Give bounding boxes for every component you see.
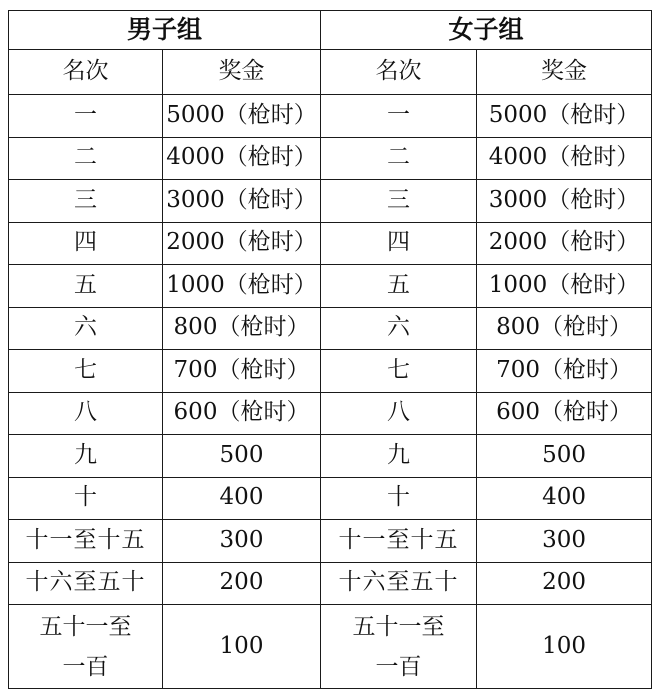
men-rank-cell: 八	[9, 392, 163, 435]
women-rank-header: 名次	[321, 50, 477, 95]
table-row	[9, 605, 652, 689]
column-header-row	[9, 50, 652, 95]
men-prize-cell: 500	[163, 435, 321, 478]
table-row	[9, 265, 652, 308]
women-prize-cell: 200	[477, 562, 652, 605]
men-prize-cell: 800（枪时）	[163, 307, 321, 350]
men-prize-cell: 1000（枪时）	[163, 265, 321, 308]
men-prize-header: 奖金	[163, 50, 321, 95]
men-group-header: 男子组	[9, 11, 321, 50]
men-rank-cell: 三	[9, 180, 163, 223]
women-prize-header: 奖金	[477, 50, 652, 95]
men-rank-cell: 七	[9, 350, 163, 393]
men-rank-cell: 十六至五十	[9, 562, 163, 605]
women-rank-cell: 十一至十五	[321, 520, 477, 563]
women-rank-cell: 十六至五十	[321, 562, 477, 605]
women-rank-cell: 十	[321, 477, 477, 520]
men-prize-cell: 4000（枪时）	[163, 137, 321, 180]
men-rank-cell: 二	[9, 137, 163, 180]
table-row	[9, 350, 652, 393]
men-rank-cell: 十	[9, 477, 163, 520]
women-prize-cell: 3000（枪时）	[477, 180, 652, 223]
table-row	[9, 435, 652, 478]
table-row	[9, 180, 652, 223]
women-prize-cell: 400	[477, 477, 652, 520]
group-header-row	[9, 11, 652, 50]
men-prize-cell: 600（枪时）	[163, 392, 321, 435]
women-rank-line2: 一百	[375, 653, 422, 680]
women-rank-cell: 五	[321, 265, 477, 308]
men-rank-cell: 六	[9, 307, 163, 350]
women-prize-cell: 700（枪时）	[477, 350, 652, 393]
women-prize-cell: 100	[477, 605, 652, 689]
men-rank-cell	[9, 605, 163, 689]
men-rank-cell: 一	[9, 95, 163, 138]
men-rank-cell: 四	[9, 222, 163, 265]
men-prize-cell: 2000（枪时）	[163, 222, 321, 265]
men-rank-cell: 五	[9, 265, 163, 308]
men-prize-cell: 100	[163, 605, 321, 689]
women-rank-cell: 六	[321, 307, 477, 350]
women-rank-cell: 二	[321, 137, 477, 180]
men-prize-cell: 5000（枪时）	[163, 95, 321, 138]
table-row	[9, 95, 652, 138]
women-group-header: 女子组	[321, 11, 652, 50]
table-row	[9, 307, 652, 350]
table-row	[9, 137, 652, 180]
women-prize-cell: 500	[477, 435, 652, 478]
women-rank-cell: 八	[321, 392, 477, 435]
men-prize-cell: 200	[163, 562, 321, 605]
women-rank-cell: 四	[321, 222, 477, 265]
men-rank-header: 名次	[9, 50, 163, 95]
women-prize-cell: 1000（枪时）	[477, 265, 652, 308]
table-row	[9, 520, 652, 563]
women-prize-cell: 800（枪时）	[477, 307, 652, 350]
men-prize-cell: 300	[163, 520, 321, 563]
men-rank-cell: 十一至十五	[9, 520, 163, 563]
men-rank-line2: 一百	[62, 653, 109, 680]
prize-table	[8, 10, 652, 689]
women-rank-cell: 七	[321, 350, 477, 393]
table-row	[9, 477, 652, 520]
women-prize-cell: 600（枪时）	[477, 392, 652, 435]
table-row	[9, 222, 652, 265]
men-prize-cell: 3000（枪时）	[163, 180, 321, 223]
women-prize-cell: 2000（枪时）	[477, 222, 652, 265]
table-row	[9, 562, 652, 605]
women-rank-cell: 三	[321, 180, 477, 223]
men-rank-cell: 九	[9, 435, 163, 478]
women-prize-cell: 4000（枪时）	[477, 137, 652, 180]
men-rank-line1: 五十一至	[39, 613, 132, 640]
men-prize-cell: 400	[163, 477, 321, 520]
men-prize-cell: 700（枪时）	[163, 350, 321, 393]
women-rank-line1: 五十一至	[352, 613, 445, 640]
table-row	[9, 392, 652, 435]
women-rank-cell: 一	[321, 95, 477, 138]
women-rank-cell: 九	[321, 435, 477, 478]
prize-table-container	[8, 10, 652, 689]
women-rank-cell	[321, 605, 477, 689]
women-prize-cell: 300	[477, 520, 652, 563]
women-prize-cell: 5000（枪时）	[477, 95, 652, 138]
